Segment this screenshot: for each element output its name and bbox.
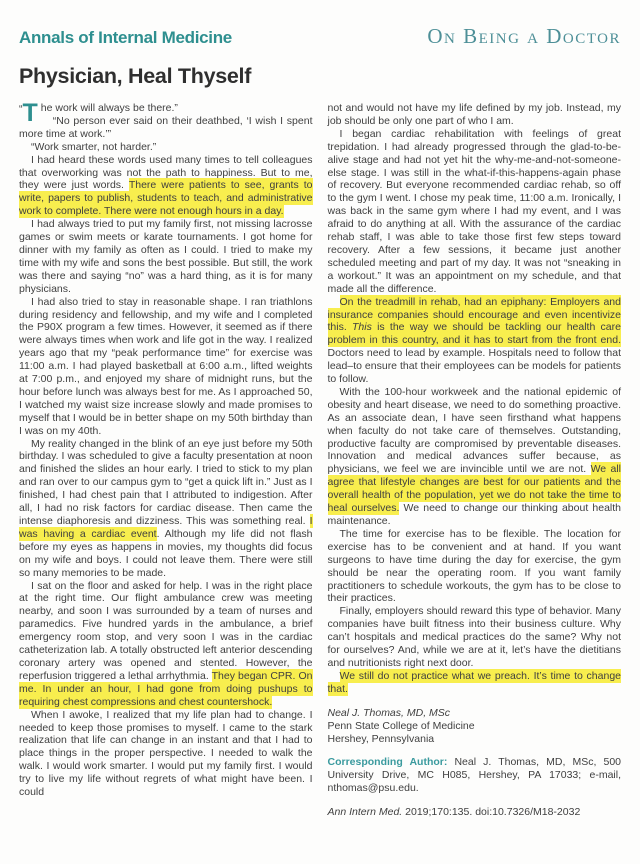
opening-quote-2: “No person ever said on their deathbed, ‘I wish I spent more time at work.’” xyxy=(19,114,313,140)
paragraph: I sat on the floor and asked for help. I was in the right place at the right time. Our flight ambulance crew was meeting nearby, and soon I was surrounded by a team of nurses and paramedics. Five hundred yards in the ambulance, a brief emergency room stop, and very soon I was in the cardiac catheterization lab. A totally obstructed left anterior descending coronary artery was opened and stented. However, the reperfusion triggered a lethal arrhythmia. They began CPR. On me. In under an hour, I had gone from doing pushups to requiring chest compressions and chest countershock. xyxy=(19,579,313,708)
opening-quote-3: “Work smarter, not harder.” xyxy=(31,140,157,153)
paragraph: With the 100-hour workweek and the national epidemic of obesity and heart disease, we need to do something proactive. As an associate dean, I have seen firsthand what happens when faculty do not take care of themselves. Outstanding, productive faculty are compromised by preventable diseases. Innovation and medical advances suffer because, as physicians, we feel we are invincible until we are not. We all agree that lifestyle changes are best for our patients and the overall health of the population, yet we do not take the time to heal ourselves. We need to change our thinking about health maintenance. xyxy=(327,385,622,527)
author-name: Neal J. Thomas, MD, MSc xyxy=(327,706,451,719)
paragraph: Finally, employers should reward this type of behavior. Many companies have built fitness into their business culture. Why can’t hospitals and medical practices do the same? Why not for ourselves? And, while we are at it, let’s have the dietitians and nutritionists right next door. xyxy=(327,605,621,669)
corresponding-author: Corresponding Author: Neal J. Thomas, MD, MSc, 500 University Drive, MC H085, Hershey, PA 17033; e-mail, nthomas@psu.edu. xyxy=(327,756,621,795)
paragraph: I had heard these words used many times to tell colleagues that overworking was not the path to happiness. But to me, they were just words. There were patients to see, grants to write, papers to publish, students to teach, and administrative work to complete. There were not enough hours in a day. xyxy=(19,153,313,218)
paragraph: not and would not have my life defined by my job. Instead, my job should be only one part of who I am. xyxy=(327,102,621,127)
section-name: On Being a Doctor xyxy=(427,24,621,48)
citation: Ann Intern Med. 2019;170:135. doi:10.7326/M18-2032 xyxy=(327,806,581,819)
paragraph: I began cardiac rehabilitation with feelings of great trepidation. I had already progressed through the glad-to-be-alive stage and had not yet hit the why-me-and-not-someone-else stage. I was still in the what-if-this-happens-again phase of recovery. But everyone recommended cardiac rehab, so off to the gym I went. I chose my peak time, 11:00 a.m. Ironically, I was back in the same gym where I had my event, and I was afraid to do anything at all. With the assurance of the cardiac rehab staff, I was able to take those first few steps toward recovery. After a few sessions, it became just another scheduled meeting and part of my day. It was not “sneaking in a workout.” It was an appointment on my schedule, and that made all the difference. xyxy=(327,127,621,295)
column-right xyxy=(328,102,622,819)
paragraph: When I awoke, I realized that my life plan had to change. I needed to keep those promises to myself. I came to the stark realization that life can change in an instant and that I had to place things in the proper perspective. I needed to walk the walk. I would work smarter. I would put my family first. I would try to live my life without regrets of what might have been. I could xyxy=(19,708,313,799)
author-location: Hershey, Pennsylvania xyxy=(327,732,435,745)
article-body xyxy=(19,99,622,819)
closing-statement: We still do not practice what we preach. It’s time to change that. xyxy=(327,669,621,695)
journal-name: Annals of Internal Medicine xyxy=(19,28,232,47)
page-header xyxy=(19,24,621,49)
paragraph: I had also tried to stay in reasonable shape. I ran triathlons during residency and fellowship, and my wife and I completed the P90X program a few times. However, it seemed as if there were always times when work and life got in the way. I realized years ago that my “peak performance time” for exercise was 11:00 a.m. I had played basketball at 6:00 a.m., lifted weights at 7:00 p.m., and enjoyed my share of midnight runs, but the hour before lunch was always best for me. As I approached 50, I watched my waist size increase slowly and made promises to myself that I would be in better shape on my 50th birthday than I was on my 40th. xyxy=(19,295,313,437)
article-title: Physician, Heal Thyself xyxy=(19,64,252,88)
author-affiliation: Penn State College of Medicine xyxy=(327,719,475,732)
paragraph: The time for exercise has to be flexible. The location for exercise has to be convenient and at hand. If you want surgeons to have time during the day for exercise, the gym should be near the operating room. If you want family practitioners to schedule workouts, the gym has to be close to their practices. xyxy=(327,527,621,605)
opening-quote-1: “T he work will always be there.” xyxy=(19,99,178,127)
paragraph: My reality changed in the blink of an eye just before my 50th birthday. I was scheduled to give a faculty presentation at noon and finished the slides an hour early. I tried to stick to my plan and ran over to our campus gym to “get a quick lift in.” Just as I finished, I had chest pain that I attributed to indigestion. After all, I had no risk factors for cardiac disease. Then came the intense diaphoresis and dizziness. This was something real. I was having a cardiac event. Although my life did not flash before my eyes as happens in movies, my thoughts did focus on my wife and boys. I could not leave them. There were still so many memories to be made. xyxy=(19,437,313,579)
paragraph: On the treadmill in rehab, had an epiphany: Employers and insurance companies should encourage and even incentivize this. This is the way we should be tackling our health care problem in this country, and it has to start from the front end. Doctors need to lead by example. Hospitals need to follow that lead–to ensure that their employees can be models for patients to follow. xyxy=(327,295,621,386)
column-left xyxy=(19,99,313,819)
paragraph: I had always tried to put my family first, not missing lacrosse games or swim meets or karate tournaments. I got home for dinner with my family as often as I could. I tried to make my time with my wife and sons the best possible. But still, the work was there and saying “no” was a hard thing, as it is for many physicians. xyxy=(19,218,313,295)
drop-cap: “T xyxy=(19,99,38,127)
